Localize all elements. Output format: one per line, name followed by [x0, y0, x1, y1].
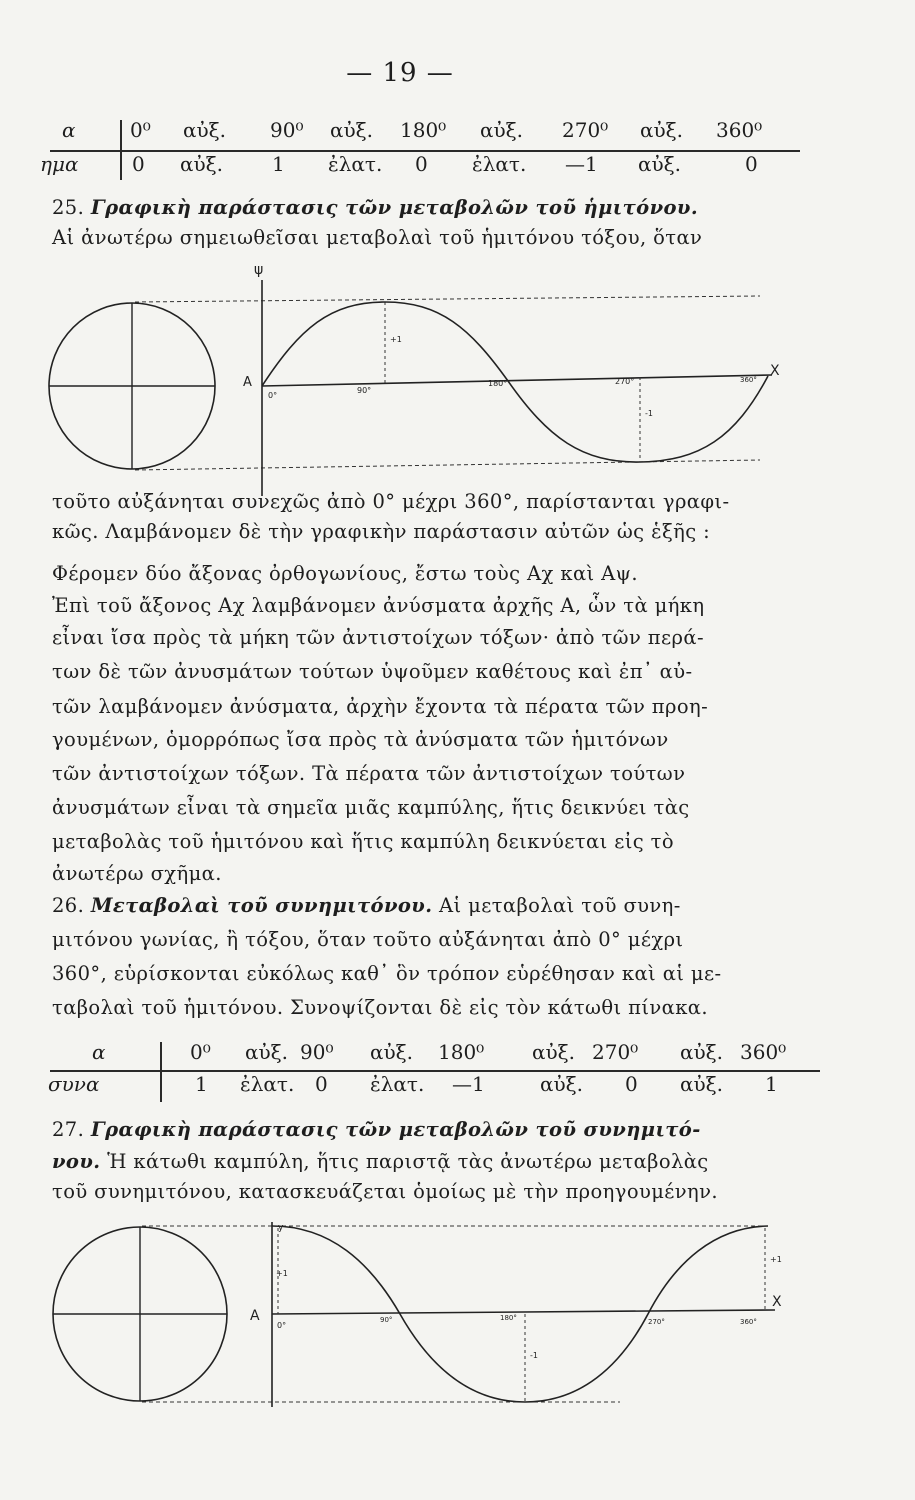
sec27-heading-line	[52, 1118, 701, 1141]
sec27-line1-rest: Ἡ κάτωθι καμπύλη, ἥτις παριστᾷ τὰς ἀνωτέρω μεταβολὰς	[107, 1150, 709, 1173]
label-90deg: 90°	[380, 1316, 393, 1324]
cosine-table-cell: αὐξ.	[540, 1072, 584, 1096]
cosine-table-cell: 0	[315, 1072, 328, 1096]
body-line: μεταβολὰς τοῦ ἡμιτόνου καὶ ἥτις καμπύλη δεικνύεται εἰς τὸ	[52, 830, 675, 853]
body-line: κῶς. Λαμβάνομεν δὲ τὴν γραφικὴν παράστασιν αὐτῶν ὡς ἑξῆς :	[52, 520, 711, 543]
sine-table-cell: 0	[745, 152, 758, 176]
body-line: ἀνωτέρω σχῆμα.	[52, 862, 222, 885]
sine-table-cell: ἐλατ.	[472, 152, 527, 176]
cosine-table-label-alpha: α	[92, 1040, 106, 1064]
sec27-title-continued: νου.	[52, 1150, 101, 1173]
body-line: ἀνυσμάτων εἶναι τὰ σημεῖα μιᾶς καμπύλης, ἥτις δεικνύει τὰς	[52, 796, 690, 819]
page-number: — 19 —	[346, 58, 454, 88]
cosine-table-cell: αὐξ.	[680, 1072, 724, 1096]
label-360deg: 360°	[740, 1318, 757, 1326]
label-X: X	[772, 1294, 782, 1310]
body-line: των δὲ τῶν ἀνυσμάτων τούτων ὑψοῦμεν καθέτους καὶ ἐπ᾽ αὐ-	[52, 660, 693, 683]
body-line: γουμένων, ὁμορρόπως ἴσα πρὸς τὰ ἀνύσματα τῶν ἡμιτόνων	[52, 728, 669, 751]
sine-table-label-sine: ημα	[40, 152, 79, 176]
body-line: εἶναι ἴσα πρὸς τὰ μήκη τῶν ἀντιστοίχων τόξων· ἀπὸ τῶν περά-	[52, 626, 704, 649]
sine-table-row-angle	[40, 118, 800, 146]
sine-table-cell: 90⁰	[270, 118, 304, 142]
min-guide-dashed	[135, 460, 760, 470]
sine-table-cell: 270⁰	[562, 118, 609, 142]
label-0deg: 0°	[277, 1321, 287, 1330]
cosine-table-cell: αὐξ.	[370, 1040, 414, 1064]
cosine-table-label-cosine: συνα	[48, 1072, 100, 1096]
cosine-table-row-value	[40, 1072, 820, 1100]
cosine-table-cell: ἐλατ.	[240, 1072, 295, 1096]
max-guide-dashed	[135, 296, 760, 302]
body-line: τοῦτο αὐξάνηται συνεχῶς ἀπὸ 0° μέχρι 360°, παρίστανται γραφι-	[52, 490, 730, 513]
cosine-table-cell: —1	[452, 1072, 485, 1096]
sine-table-cell: ἐλατ.	[328, 152, 383, 176]
label-90deg: 90°	[357, 386, 372, 395]
body-line: Ἐπὶ τοῦ ἄξονος Αχ λαμβάνομεν ἀνύσματα ἀρχῆς Α, ὧν τὰ μήκη	[52, 594, 705, 617]
sec25-title: Γραφικὴ παράστασις τῶν μεταβολῶν τοῦ ἡμιτόνου.	[90, 196, 699, 219]
x-axis	[262, 375, 772, 386]
label-plus1: +1	[390, 335, 402, 344]
sec26-title: Μεταβολαὶ τοῦ συνημιτόνου.	[90, 894, 433, 917]
sine-table-divider	[120, 120, 122, 180]
body-line: τῶν ἀντιστοίχων τόξων. Τὰ πέρατα τῶν ἀντιστοίχων τούτων	[52, 762, 686, 785]
label-plus1-right: +1	[770, 1255, 782, 1264]
cosine-table-cell: 90⁰	[300, 1040, 334, 1064]
sine-table-cell: αὐξ.	[640, 118, 684, 142]
sec27-number: 27.	[52, 1118, 85, 1141]
body-line: Φέρομεν δύο ἄξονας ὀρθογωνίους, ἔστω τοὺς Αχ καὶ Αψ.	[52, 562, 638, 585]
label-psi: ψ	[254, 262, 264, 278]
sec27-line2: τοῦ συνημιτόνου, κατασκευάζεται ὁμοίως μὲ τὴν προηγουμένην.	[52, 1180, 718, 1203]
cosine-table	[40, 1040, 820, 1102]
sine-table-cell: αὐξ.	[638, 152, 682, 176]
sec27-title: Γραφικὴ παράστασις τῶν μεταβολῶν τοῦ συνημιτό-	[90, 1118, 701, 1141]
sec25-line1: Αἱ ἀνωτέρω σημειωθεῖσαι μεταβολαὶ τοῦ ἡμιτόνου τόξου, ὅταν	[52, 226, 703, 249]
label-y: y	[278, 1223, 284, 1233]
sine-table-cell: 1	[272, 152, 285, 176]
sine-table-cell: 0⁰	[130, 118, 151, 142]
cosine-table-cell: αὐξ.	[532, 1040, 576, 1064]
sec26-number: 26.	[52, 894, 85, 917]
sec27-line1	[52, 1150, 709, 1173]
cosine-table-row-angle	[40, 1040, 820, 1068]
x-axis	[272, 1310, 775, 1314]
cosine-table-cell: 0⁰	[190, 1040, 211, 1064]
sine-table-cell: αὐξ.	[183, 118, 227, 142]
label-X: X	[770, 363, 780, 379]
label-A: A	[250, 1308, 260, 1324]
sine-table-row-value	[40, 152, 800, 180]
sine-table-cell: 0	[132, 152, 145, 176]
cosine-table-divider	[160, 1042, 162, 1102]
label-360deg: 360°	[740, 376, 757, 384]
body-line: μιτόνου γωνίας, ἢ τόξου, ὅταν τοῦτο αὐξάνηται ἀπὸ 0° μέχρι	[52, 928, 684, 951]
cosine-table-cell: αὐξ.	[245, 1040, 289, 1064]
sine-table-cell: αὐξ.	[480, 118, 524, 142]
sine-curve	[262, 302, 768, 462]
cosine-figure	[0, 1222, 915, 1432]
sine-table-cell: —1	[565, 152, 598, 176]
cosine-table-cell: 270⁰	[592, 1040, 639, 1064]
cosine-table-cell: ἐλατ.	[370, 1072, 425, 1096]
sine-table	[40, 118, 800, 180]
label-270deg: 270°	[648, 1318, 665, 1326]
sine-table-cell: 180⁰	[400, 118, 447, 142]
sine-table-rule	[50, 150, 800, 152]
body-line: 360°, εὑρίσκονται εὐκόλως καθ᾽ ὃν τρόπον εὑρέθησαν καὶ αἱ με-	[52, 962, 722, 985]
sine-table-cell: αὐξ.	[330, 118, 374, 142]
label-0deg: 0°	[268, 391, 278, 400]
sine-table-cell: 360⁰	[716, 118, 763, 142]
label-180deg: 180°	[500, 1314, 517, 1322]
sec26-line1-rest: Αἱ μεταβολαὶ τοῦ συνη-	[439, 894, 681, 917]
cosine-table-cell: αὐξ.	[680, 1040, 724, 1064]
sine-figure	[0, 258, 915, 498]
label-plus1-left: +1	[276, 1269, 288, 1278]
cosine-table-cell: 1	[195, 1072, 208, 1096]
label-180deg: 180°	[488, 379, 508, 388]
label-A: A	[243, 375, 252, 390]
cosine-table-rule	[50, 1070, 820, 1072]
sec25-number: 25.	[52, 196, 85, 219]
sine-table-cell: αὐξ.	[180, 152, 224, 176]
label-minus1: -1	[645, 409, 653, 418]
sine-table-label-alpha: α	[62, 118, 76, 142]
sine-table-cell: 0	[415, 152, 428, 176]
sec26-heading-line	[52, 894, 681, 917]
cosine-table-cell: 0	[625, 1072, 638, 1096]
cosine-table-cell: 360⁰	[740, 1040, 787, 1064]
cosine-table-cell: 180⁰	[438, 1040, 485, 1064]
body-line: ταβολαὶ τοῦ ἡμιτόνου. Συνοψίζονται δὲ εἰς τὸν κάτωθι πίνακα.	[52, 996, 708, 1019]
body-line: τῶν λαμβάνομεν ἀνύσματα, ἀρχὴν ἔχοντα τὰ πέρατα τῶν προη-	[52, 695, 709, 718]
sec25-heading-line	[52, 196, 698, 219]
label-minus1: -1	[530, 1351, 538, 1360]
label-270deg: 270°	[615, 377, 635, 386]
cosine-table-cell: 1	[765, 1072, 778, 1096]
